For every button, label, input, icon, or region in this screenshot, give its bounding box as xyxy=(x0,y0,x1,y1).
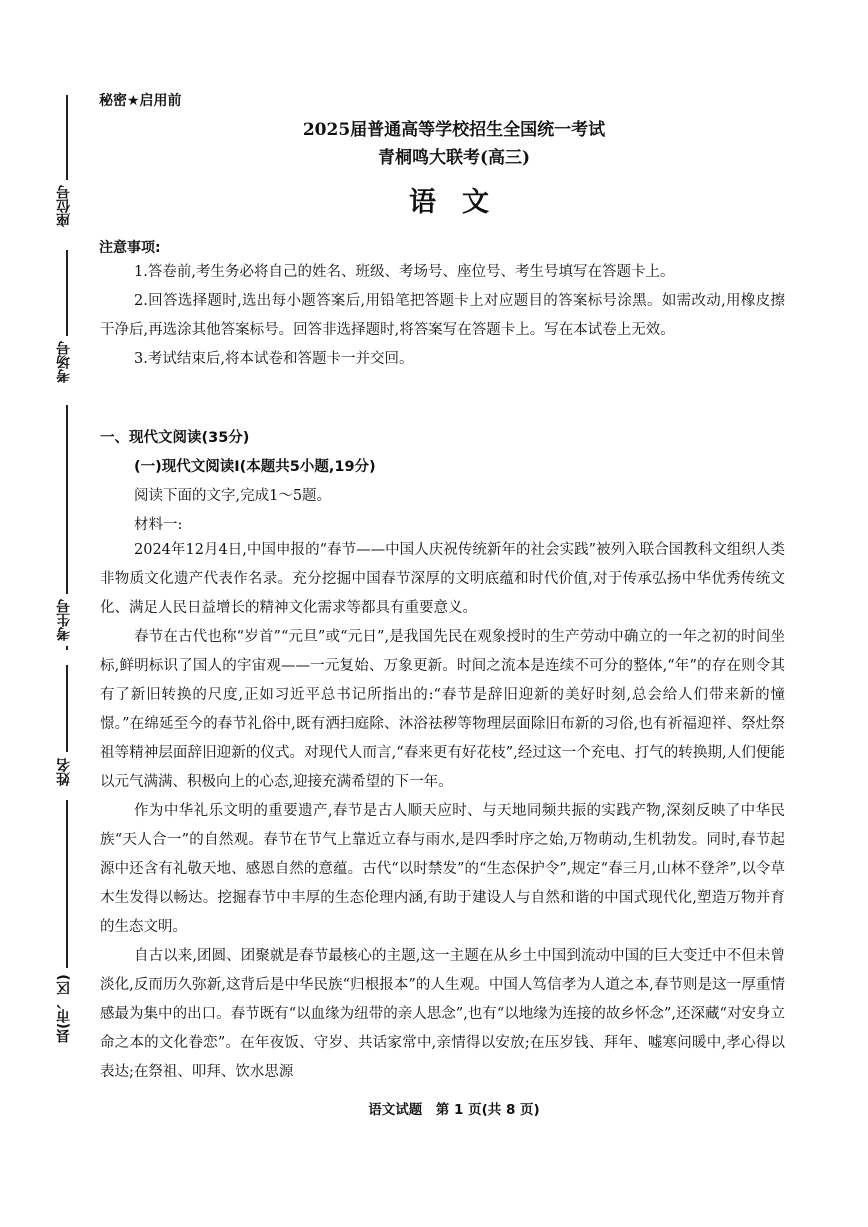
county-label: 县(市、区) xyxy=(51,968,77,1050)
margin-line xyxy=(66,800,68,970)
exam-title: 2025届普通高等学校招生全国统一考试 xyxy=(302,120,606,140)
passage-paragraph: 作为中华礼乐文明的重要遗产,春节是古人顺天应时、与天地同频共振的实践产物,深刻反映了中华民族“天人合一”的自然观。春节在节气上靠近立春与雨水,是四季时序之始,万物萌动,生机勃发。同时,春节起源中还含有礼敬天地、感恩自然的意蕴。古代“以时禁发”的“生态保护令”,规定“春三月,山林不登斧”,以令草木生发得以畅达。挖掘春节中丰厚的生态伦理内涵,有助于建设人与自然和谐的中国式现代化,塑造万物并育的生态文明。 xyxy=(100,803,785,935)
material-label: 材料一: xyxy=(134,517,183,533)
confidential-mark: 秘密★启用前 xyxy=(99,93,182,109)
section-heading: 一、现代文阅读(35分) xyxy=(100,430,250,446)
notice-list xyxy=(100,258,785,374)
seat-number-label: 座位号 xyxy=(51,180,77,232)
page-footer: 语文试题 第 1 页(共 8 页) xyxy=(368,1102,540,1118)
subsection-heading: (一)现代文阅读Ⅰ(本题共5小题,19分) xyxy=(134,459,376,475)
passage-paragraph: 2024年12月4日,中国申报的“春节——中国人庆祝传统新年的社会实践”被列入联合国教科文组织人类非物质文化遗产代表作名录。充分挖掘中国春节深厚的文明底蕴和时代价值,对于传承弘扬中华优秀传统文化、满足人民日益增长的精神文化需求等都具有重要意义。 xyxy=(100,542,785,616)
exam-room-label: 考场号 xyxy=(51,336,77,388)
notice-heading: 注意事项: xyxy=(99,240,161,256)
notice-item: 1.答卷前,考生务必将自己的姓名、班级、考场号、座位号、考生号填写在答题卡上。 xyxy=(134,264,675,280)
notice-item: 2.回答选择题时,选出每小题答案后,用铅笔把答题卡上对应题目的答案标号涂黑。如需改动,用橡皮擦干净后,再选涂其他答案标号。回答非选择题时,将答案写在答题卡上。写在本试卷上无效。 xyxy=(100,293,785,338)
passage-paragraph: 自古以来,团圆、团聚就是春节最核心的主题,这一主题在从乡土中国到流动中国的巨大变迁中不但未曾淡化,反而历久弥新,这背后是中华民族“归根报本”的人生观。中国人笃信孝为人道之本,春节则是这一厚重情感最为集中的出口。春节既有“以血缘为纽带的亲人思念”,也有“以地缘为连接的故乡怀念”,还深藏“对安身立命之本的文化眷恋”。在年夜饭、守岁、共话家常中,亲情得以安放;在压岁钱、拜年、嘘寒问暖中,孝心得以表达;在祭祖、叩拜、饮水思源 xyxy=(100,948,785,1080)
candidate-number-label: 考生号 xyxy=(51,594,77,646)
subject-title: 语文 xyxy=(409,187,515,218)
exam-subtitle: 青桐鸣大联考(高三) xyxy=(377,148,531,168)
reading-passage xyxy=(100,536,785,1087)
name-label: 姓名 xyxy=(51,752,77,792)
passage-paragraph: 春节在古代也称“岁首”“元旦”或“元日”,是我国先民在观象授时的生产劳动中确立的一年之初的时间坐标,鲜明标识了国人的宇宙观——一元复始、万象更新。时间之流本是连续不可分的整体,“年”的存在则令其有了新旧转换的尺度,正如习近平总书记所指出的:“春节是辞旧迎新的美好时刻,总会给人们带来新的憧憬。”在绵延至今的春节礼俗中,既有洒扫庭除、沐浴祛秽等物理层面除旧布新的习俗,也有祈福迎祥、祭灶祭祖等精神层面辞旧迎新的仪式。对现代人而言,“春来更有好花枝”,经过这一个充电、打气的转换期,人们便能以元气满满、积极向上的心态,迎接充满希望的下一年。 xyxy=(100,629,785,790)
reading-instruction: 阅读下面的文字,完成1～5题。 xyxy=(134,488,332,504)
notice-item: 3.考试结束后,将本试卷和答题卡一并交回。 xyxy=(134,351,414,367)
